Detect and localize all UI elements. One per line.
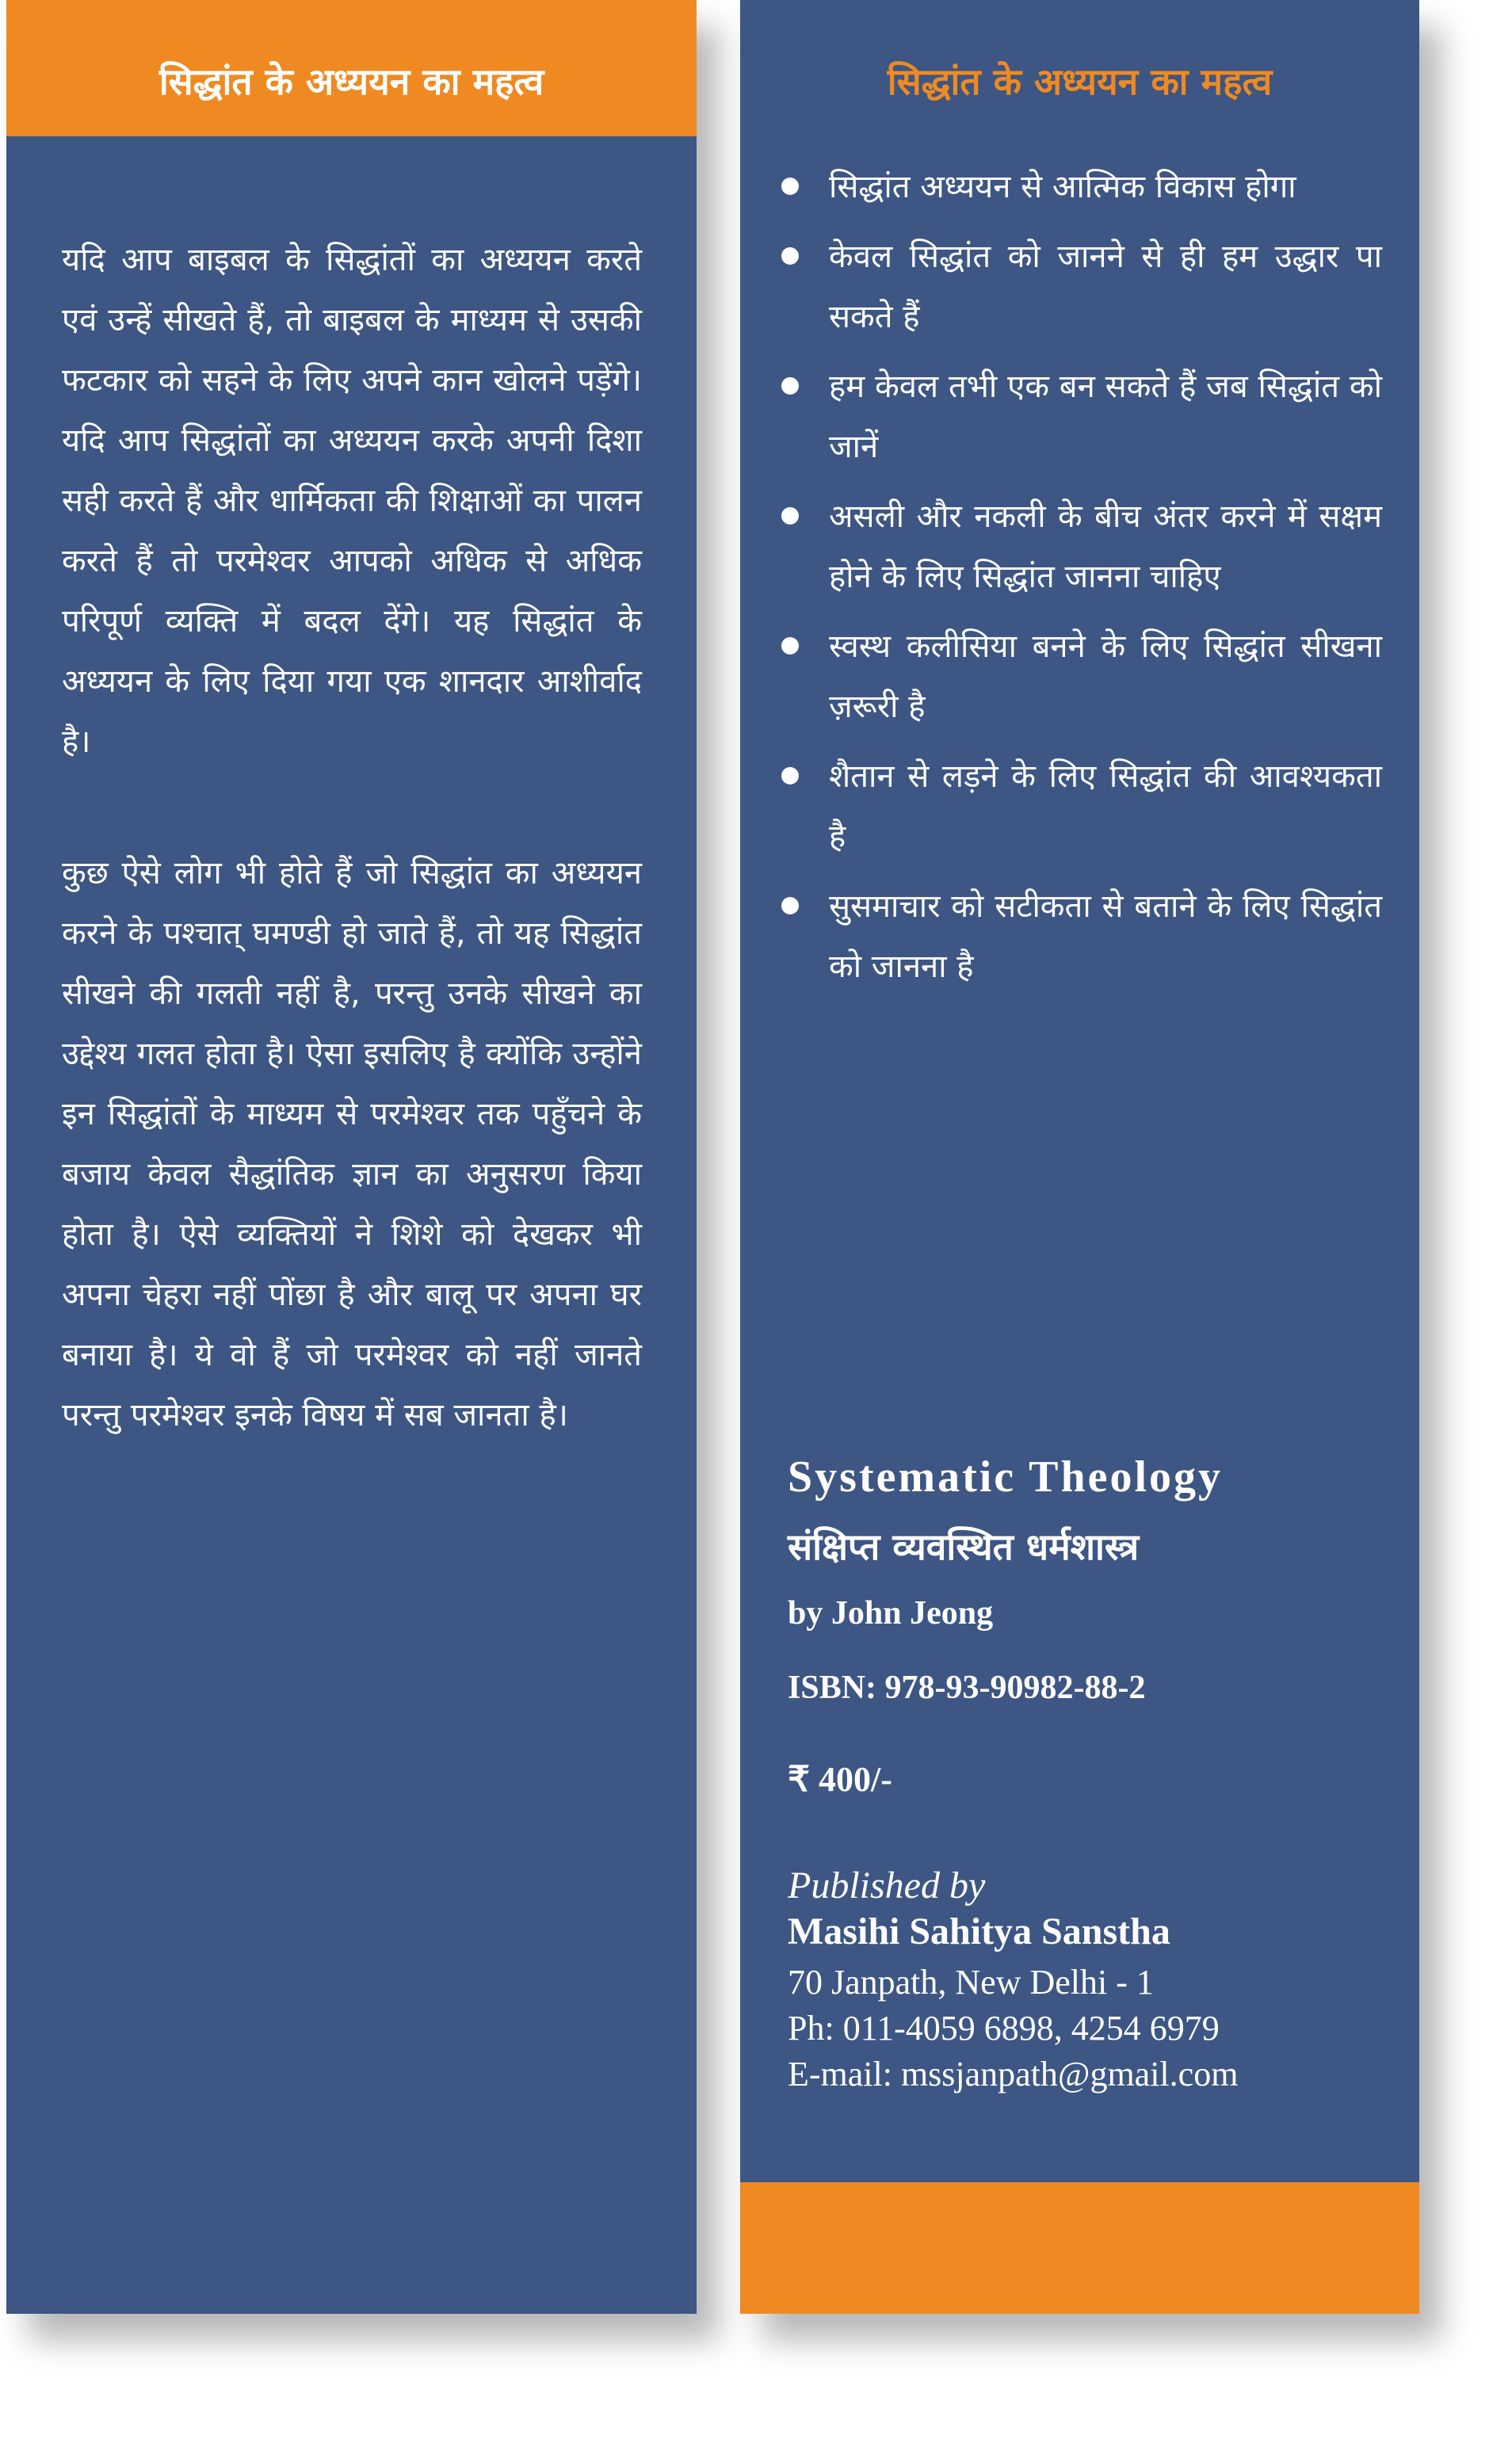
list-item [772,487,1382,607]
bullet-icon [781,897,799,914]
price: ₹ 400/- [788,1760,892,1799]
left-paragraph-2: कुछ ऐसे लोग भी होते हैं जो सिद्धांत का अध्ययन करने के पश्चात् घमण्डी हो जाते हैं, तो यह सिद्धांत सीखने की गलती नहीं है, परन्तु उनके सीखने का उद्देश्य गलत होता है। ऐसा इसलिए है क्योंकि उन्होंने इन सिद्धांतों के माध्यम से परमेश्वर तक पहुँचने के बजाय केवल सैद्धांतिक ज्ञान का अनुसरण किया होता है। ऐसे व्यक्तियों ने शिशे को देखकर भी अपना चेहरा नहीं पोंछा है और बालू पर अपना घर बनाया है। ये वो हैं जो परमेश्वर को नहीं जानते परन्तु परमेश्वर इनके विषय में सब जानता है। [62,855,642,1433]
importance-list [772,157,1382,1006]
right-title: सिद्धांत के अध्ययन का महत्व [887,60,1273,103]
published-by-label: Published by [788,1865,986,1907]
list-item-text: असली और नकली के बीच अंतर करने में सक्षम होने के लिए सिद्धांत जानना चाहिए [829,498,1382,595]
left-paragraph-1: यदि आप बाइबल के सिद्धांतों का अध्ययन करते एवं उन्हें सीखते हैं, तो बाइबल के माध्यम से उसकी फटकार को सहने के लिए अपने कान खोलने पड़ेंगे। यदि आप सिद्धांतों का अध्ययन करके अपनी दिशा सही करते हैं और धार्मिकता की शिक्षाओं का पालन करते हैं तो परमेश्वर आपको अधिक से अधिक परिपूर्ण व्यक्ति में बदल देंगे। यह सिद्धांत के अध्ययन के लिए दिया गया एक शानदार आशीर्वाद है। [62,242,642,760]
list-item [772,157,1382,217]
book-title-hindi: संक्षिप्त व्यवस्थित धर्मशास्त्र [788,1525,1140,1568]
book-title-english: Systematic Theology [788,1452,1224,1502]
list-item-text: शैतान से लड़ने के लिए सिद्धांत की आवश्यकता है [829,758,1382,855]
right-bookmark [740,0,1419,2314]
list-item [772,616,1382,737]
publisher-name: Masihi Sahitya Sanstha [788,1910,1170,1952]
publisher-phone: Ph: 011-4059 6898, 4254 6979 [788,2009,1220,2048]
list-item-text: केवल सिद्धांत को जानने से ही हम उद्धार पा सकते हैं [829,239,1382,335]
publisher-address: 70 Janpath, New Delhi - 1 [788,1963,1154,2002]
bullet-icon [781,507,799,525]
bullet-icon [781,637,799,655]
bullet-icon [781,767,799,784]
left-title: सिद्धांत के अध्ययन का महत्व [158,60,544,103]
list-item [772,876,1382,997]
right-footer-bar [740,2182,1419,2314]
author-line: by John Jeong [788,1595,994,1632]
isbn: ISBN: 978-93-90982-88-2 [788,1670,1146,1706]
list-item [772,227,1382,347]
list-item-text: हम केवल तभी एक बन सकते हैं जब सिद्धांत को जानें [829,368,1382,465]
left-bookmark [6,0,697,2314]
bullet-icon [781,247,799,265]
list-item [772,746,1382,867]
list-item-text: स्वस्थ कलीसिया बनने के लिए सिद्धांत सीखना ज़रूरी है [829,628,1382,725]
list-item [772,357,1382,477]
list-item-text: सिद्धांत अध्ययन से आत्मिक विकास होगा [829,169,1296,205]
bullet-icon [781,177,799,195]
bullet-icon [781,377,799,395]
list-item-text: सुसमाचार को सटीकता से बताने के लिए सिद्धांत को जानना है [829,888,1382,985]
publisher-email: E-mail: mssjanpath@gmail.com [788,2055,1239,2094]
